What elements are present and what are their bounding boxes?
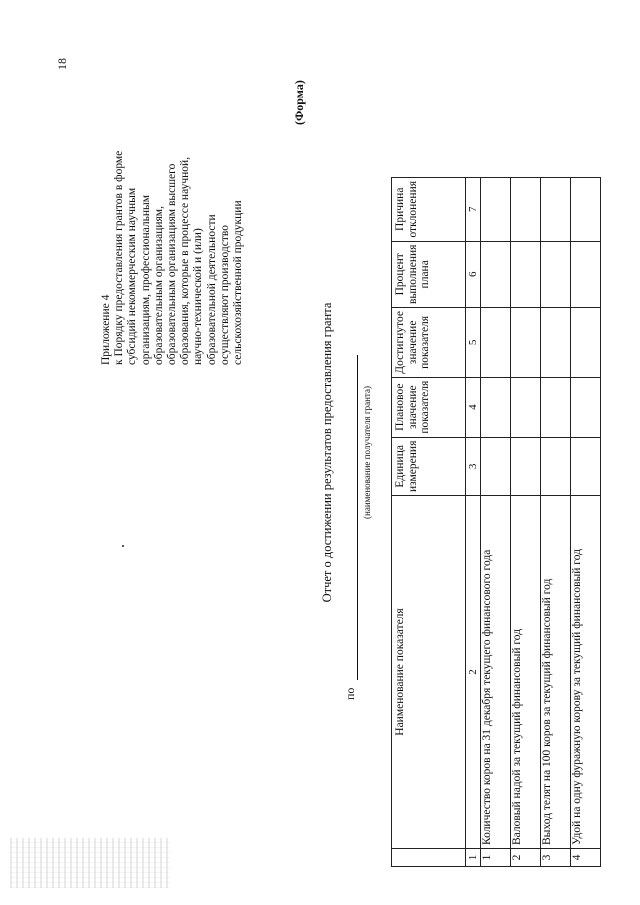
percent-cell xyxy=(541,241,571,308)
column-number: 2 xyxy=(466,496,481,849)
row-number: 2 xyxy=(511,849,541,867)
column-numbers-row xyxy=(466,177,481,866)
percent-cell xyxy=(481,241,511,308)
header-percent-plan: Процент выполнения плана xyxy=(392,241,466,308)
plan-cell xyxy=(571,377,601,437)
column-number: 5 xyxy=(466,308,481,378)
header-planned-value: Плановое значение показателя xyxy=(392,377,466,437)
plan-cell xyxy=(541,377,571,437)
column-number: 3 xyxy=(466,437,481,495)
appendix-note xyxy=(100,15,245,365)
appendix-line: осуществляют производство xyxy=(218,225,231,365)
indicator-name: Валовый надой за текущий финансовый год xyxy=(511,496,541,849)
column-number: 4 xyxy=(466,377,481,437)
table-row xyxy=(571,177,601,866)
header-achieved-value: Достигнутое значение показателя xyxy=(392,308,466,378)
page-number: 18 xyxy=(55,58,69,70)
recipient-prefix: по xyxy=(343,687,357,700)
indicator-name: Удой на одну фуражную корову за текущий финансовый год xyxy=(571,496,601,849)
row-number: 1 xyxy=(481,849,511,867)
unit-cell xyxy=(481,437,511,495)
header-row xyxy=(392,177,466,866)
appendix-line: субсидий некоммерческим научным xyxy=(126,187,139,365)
appendix-line: сельскохозяйственной продукции xyxy=(232,200,245,365)
unit-cell xyxy=(511,437,541,495)
reason-cell xyxy=(571,177,601,241)
form-label: (Форма) xyxy=(292,80,306,125)
indicator-name: Количество коров на 31 декабря текущего финансового года xyxy=(481,496,511,849)
header-indicator-name: Наименование показателя xyxy=(392,496,466,849)
appendix-line: организациям, профессиональным xyxy=(139,194,152,365)
table-row xyxy=(511,177,541,866)
appendix-line: научно-технической и (или) xyxy=(192,228,205,365)
recipient-caption: (наименование получателя гранта) xyxy=(362,386,372,519)
appendix-line: образовательным организациям высшего xyxy=(166,163,179,365)
reason-cell xyxy=(541,177,571,241)
scan-speck xyxy=(122,545,124,547)
blurred-stamp xyxy=(10,838,170,888)
achieved-cell xyxy=(571,308,601,378)
row-number: 3 xyxy=(541,849,571,867)
report-table xyxy=(391,177,601,867)
unit-cell xyxy=(571,437,601,495)
header-unit: Единица измерения xyxy=(392,437,466,495)
plan-cell xyxy=(511,377,541,437)
recipient-underline xyxy=(357,355,358,680)
achieved-cell xyxy=(541,308,571,378)
unit-cell xyxy=(541,437,571,495)
appendix-line: Приложение 4 xyxy=(100,294,112,365)
reason-cell xyxy=(481,177,511,241)
percent-cell xyxy=(571,241,601,308)
achieved-cell xyxy=(511,308,541,378)
percent-cell xyxy=(511,241,541,308)
appendix-line: образовательным организациям, xyxy=(152,206,165,365)
plan-cell xyxy=(481,377,511,437)
appendix-line: к Порядку предоставления грантов в форме xyxy=(113,150,126,365)
header-number xyxy=(392,849,466,867)
appendix-line: образования, которые в процессе научной, xyxy=(179,156,192,365)
column-number: 6 xyxy=(466,241,481,308)
appendix-line: образовательной деятельности xyxy=(205,214,218,365)
reason-cell xyxy=(511,177,541,241)
table-row xyxy=(481,177,511,866)
indicator-name: Выход телят на 100 коров за текущий финансовый год xyxy=(541,496,571,849)
column-number: 7 xyxy=(466,177,481,241)
row-number: 4 xyxy=(571,849,601,867)
achieved-cell xyxy=(481,308,511,378)
report-title: Отчет о достижении результатов предоставления гранта xyxy=(320,302,334,603)
column-number: 1 xyxy=(466,849,481,867)
table-row xyxy=(541,177,571,866)
header-deviation-reason: Причина отклонения xyxy=(392,177,466,241)
